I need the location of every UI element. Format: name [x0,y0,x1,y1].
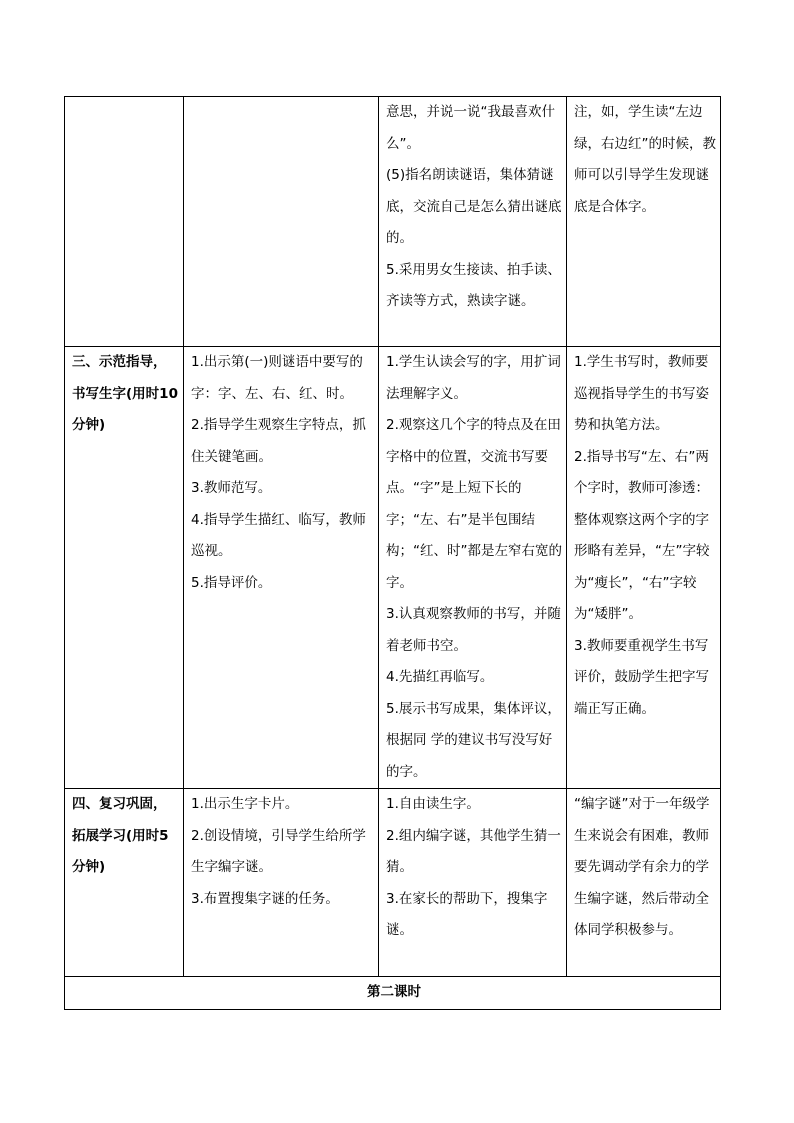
paragraph: 1.学生书写时，教师要巡视指导学生的书写姿势和执笔方法。 [574,354,709,433]
paragraph: 2.指导学生观察生字特点，抓住关键笔画。 [191,417,366,465]
paragraph: 3.教师范写。 [191,480,272,496]
teacher-activity-cell [184,347,379,789]
paragraph: “编字谜”对于一年级学生来说会有困难，教师要先调动学有余力的学生编字谜，然后带动全体同学积极参与。 [574,796,710,938]
table-row [65,97,721,347]
paragraph: 1.出示生字卡片。 [191,796,299,812]
paragraph: 2.创设情境，引导学生给所学生字编字谜。 [191,827,366,875]
table-row [65,789,721,977]
paragraph: 3.在家长的帮助下，搜集字谜。 [386,890,548,938]
paragraph: 5.展示书写成果，集体评议，根据同 学的建议书写没写好的字。 [386,700,561,780]
student-activity-cell [379,97,567,347]
paragraph: (5)指名朗读谜语，集体猜谜底，交流自己是怎么猜出谜底的。 [386,167,562,246]
stage-cell: 三、示范指导，书写生字(用时10分钟) [65,347,184,789]
table-row [65,977,721,1010]
paragraph: 意思，并说一说“我最喜欢什么”。 [386,104,555,152]
paragraph: 2.观察这几个字的特点及在田字格中的位置，交流书写要点。“字”是上短下长的字；“左、右”是半包围结构；“红、时”都是左窄右宽的字。 [386,417,562,591]
paragraph: 5.指导评价。 [191,574,272,591]
teacher-activity-cell [184,97,379,347]
paragraph: 3.教师要重视学生书写评价，鼓励学生把字写端正写正确。 [574,637,709,717]
design-note-cell [567,789,721,977]
table-row [65,347,721,789]
stage-cell: 四、复习巩固，拓展学习(用时5分钟) [65,789,184,977]
design-note-cell [567,347,721,789]
paragraph: 1.出示第(一)则谜语中要写的字：字、左、右、红、时。 [191,354,363,402]
paragraph: 4.先描红再临写。 [386,669,494,685]
paragraph: 4.指导学生描红、临写，教师巡视。 [191,511,366,559]
paragraph: 1.自由读生字。 [386,796,480,812]
student-activity-cell [379,789,567,977]
paragraph: 注，如，学生读“左边绿，右边红”的时候，教师可以引导学生发现谜底是合体字。 [574,104,716,215]
lesson-plan-table [64,96,721,1010]
paragraph: 1.学生认读会写的字，用扩词法理解字义。 [386,354,561,402]
teacher-activity-cell [184,789,379,977]
section-title: 第二课时 [65,977,721,1010]
design-note-cell [567,97,721,347]
stage-cell [65,97,184,347]
paragraph: 2.组内编字谜，其他学生猜一猜。 [386,827,561,875]
paragraph: 3.布置搜集字谜的任务。 [191,890,339,907]
paragraph: 2.指导书写“左、右”两个字时，教师可渗透：整体观察这两个字的字形略有差异，“左”字较为“瘦长”，“右”字较为“矮胖”。 [574,448,710,622]
student-activity-cell [379,347,567,789]
paragraph: 5.采用男女生接读、拍手读、齐读等方式，熟读字谜。 [386,261,561,309]
paragraph: 3.认真观察教师的书写，并随着老师书空。 [386,606,561,654]
